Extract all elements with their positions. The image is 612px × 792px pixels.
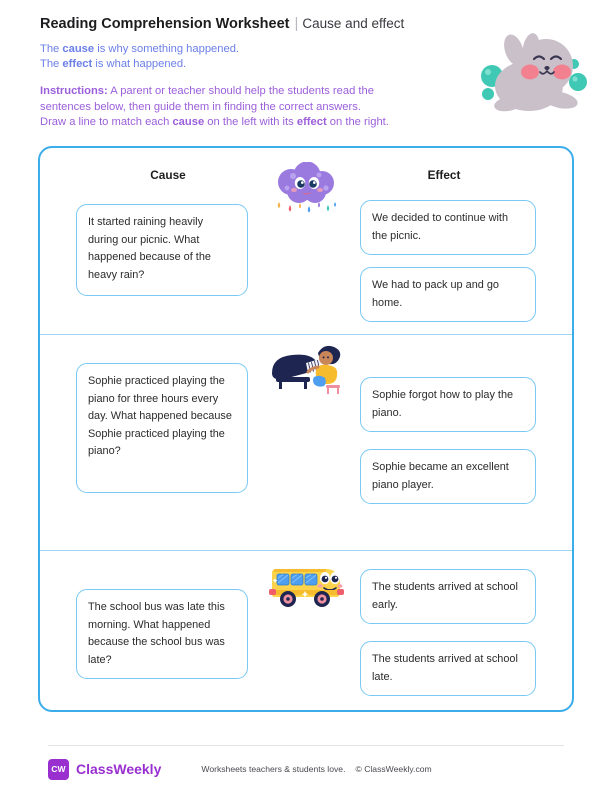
brand-name: ClassWeekly: [76, 761, 162, 777]
instructions-block: [40, 84, 480, 131]
instructions-line-3: [40, 115, 480, 131]
instructions-text-3b: on the left with its: [204, 116, 297, 129]
rain-cloud-icon: [269, 162, 343, 218]
definition-effect-prefix: The: [40, 58, 63, 70]
column-header-cause: Cause: [150, 168, 186, 182]
definitions-block: [40, 42, 480, 72]
effect-box[interactable]: We had to pack up and go home.: [360, 267, 536, 322]
instructions-text-3c: on the right.: [326, 116, 389, 129]
activity-row-2: [40, 334, 572, 550]
classweekly-logo-icon: CW: [48, 759, 69, 780]
effect-box[interactable]: The students arrived at school early.: [360, 569, 536, 624]
instructions-line-1: [40, 84, 480, 100]
footer: [48, 757, 564, 781]
definition-cause-keyword: cause: [62, 43, 95, 55]
sloth-mascot-icon: [474, 18, 590, 122]
page-title-main: Reading Comprehension Worksheet: [40, 16, 290, 32]
footer-tagline: Worksheets teachers & students love.: [201, 764, 346, 774]
footer-copyright: © ClassWeekly.com: [355, 764, 432, 774]
instructions-text-1: A parent or teacher should help the students read the: [107, 85, 374, 97]
column-header-effect: Effect: [427, 168, 461, 182]
instructions-keyword-effect: effect: [296, 116, 327, 129]
cause-box[interactable]: It started raining heavily during our picnic. What happened because of the heavy rain?: [76, 204, 248, 296]
activity-row-1: [40, 148, 572, 334]
cause-box[interactable]: Sophie practiced playing the piano for three hours every day. What happened because Sophie practiced playing the piano?: [76, 363, 248, 493]
piano-player-icon: [268, 343, 344, 397]
page-subtitle: Cause and effect: [302, 16, 405, 31]
definition-cause: [40, 42, 480, 57]
definition-effect: [40, 57, 480, 72]
effect-box[interactable]: We decided to continue with the picnic.: [360, 200, 536, 255]
definition-cause-suffix: is why something happened.: [94, 43, 240, 55]
worksheet-header: [40, 14, 480, 131]
effect-box[interactable]: Sophie forgot how to play the piano.: [360, 377, 536, 432]
definition-effect-suffix: is what happened.: [92, 58, 187, 70]
instructions-keyword-cause: cause: [172, 116, 205, 129]
footer-divider: [48, 745, 564, 746]
activity-row-3: [40, 550, 572, 710]
title-separator: |: [294, 15, 299, 32]
instructions-text-3a: Draw a line to match each: [40, 116, 173, 129]
definition-effect-keyword: effect: [62, 58, 93, 70]
effect-box[interactable]: Sophie became an excellent piano player.: [360, 449, 536, 504]
instructions-label: Instructions:: [40, 85, 108, 97]
school-bus-icon: [266, 561, 346, 613]
definition-cause-prefix: The: [40, 43, 63, 55]
cause-box[interactable]: The school bus was late this morning. What happened because the school bus was late?: [76, 589, 248, 679]
match-activity-panel: [38, 146, 574, 712]
page-title: [40, 14, 480, 34]
instructions-line-2: sentences below, then guide them in finding the correct answers.: [40, 100, 361, 113]
effect-box[interactable]: The students arrived at school late.: [360, 641, 536, 696]
